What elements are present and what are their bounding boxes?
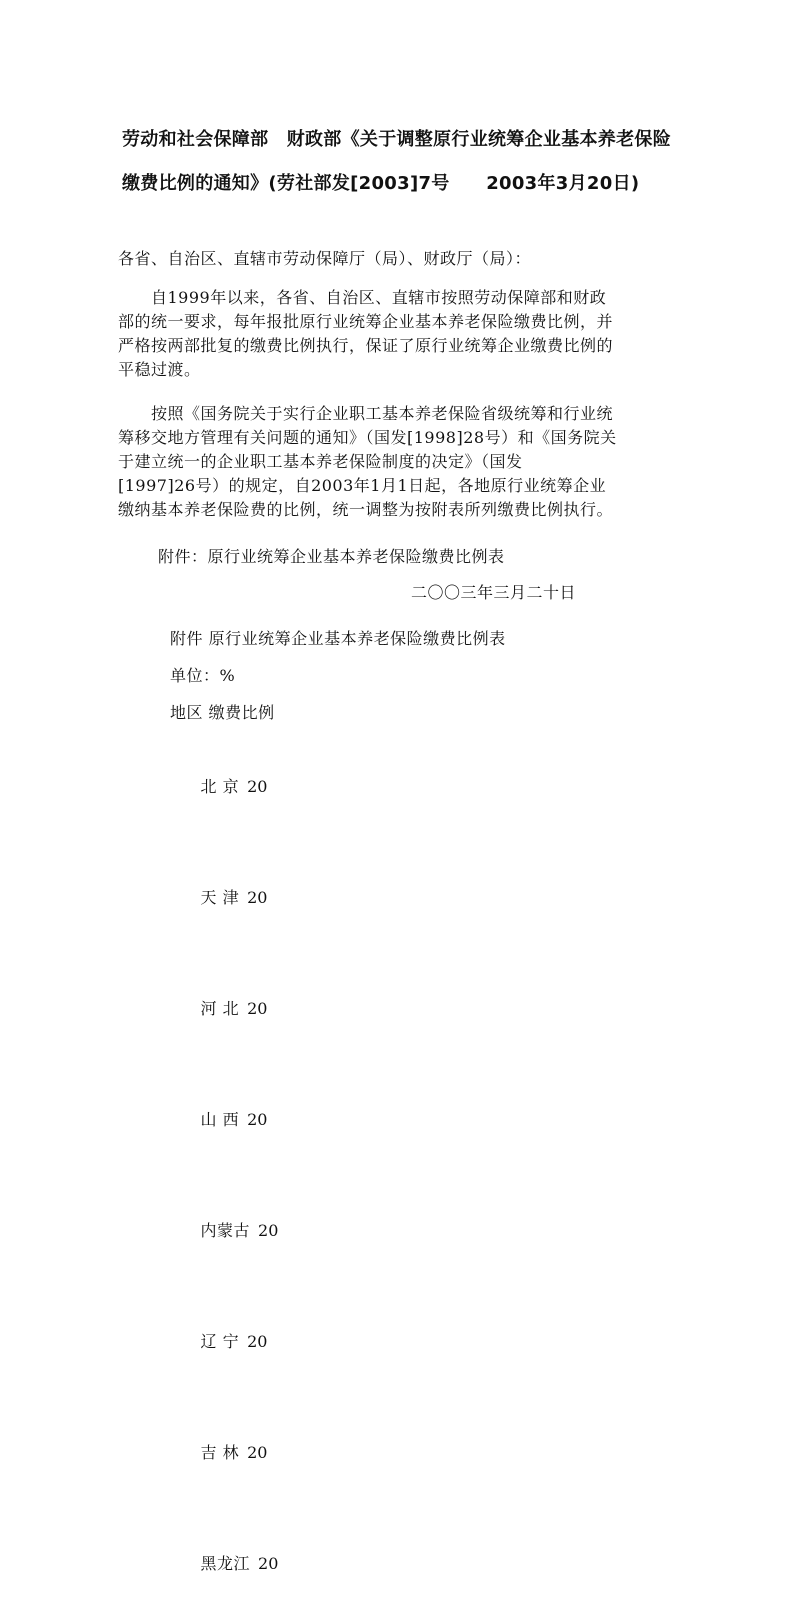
paragraph-1-line: 自1999年以来，各省、自治区、直辖市按照劳动保障部和财政 (118, 288, 607, 307)
table-row (170, 1175, 506, 1286)
region-name: 黑龙江 (200, 1554, 251, 1573)
region-name: 辽 宁 (200, 1332, 240, 1351)
paragraph-2 (118, 402, 678, 522)
table-row (170, 1397, 506, 1508)
table-row (170, 953, 506, 1064)
document-title-line-2: 缴费比例的通知》(劳社部发[2003]7号 2003年3月20日) (122, 173, 640, 194)
rate-value: 20 (247, 1110, 268, 1129)
paragraph-2-line: 按照《国务院关于实行企业职工基本养老保险省级统筹和行业统 (118, 404, 614, 423)
paragraph-1-line: 部的统一要求，每年报批原行业统筹企业基本养老保险缴费比例，并 (118, 312, 614, 331)
table-header: 地区 缴费比例 (170, 703, 275, 722)
contribution-rate-table (170, 620, 506, 1619)
paragraph-2-line: [1997]26号）的规定，自2003年1月1日起，各地原行业统筹企业 (118, 476, 607, 495)
region-name: 吉 林 (200, 1443, 240, 1462)
document-date: 二〇〇三年三月二十日 (411, 583, 577, 602)
paragraph-1-line: 严格按两部批复的缴费比例执行，保证了原行业统筹企业缴费比例的 (118, 336, 614, 355)
salutation: 各省、自治区、直辖市劳动保障厅（局）、财政厅（局）： (118, 249, 532, 268)
rate-value: 20 (247, 1332, 268, 1351)
table-row (170, 1064, 506, 1175)
table-row (170, 731, 506, 842)
paragraph-2-line: 于建立统一的企业职工基本养老保险制度的决定》（国发 (118, 452, 523, 471)
table-row (170, 842, 506, 953)
paragraph-2-line: 缴纳基本养老保险费的比例，统一调整为按附表所列缴费比例执行。 (118, 500, 614, 519)
rate-value: 20 (247, 1443, 268, 1462)
paragraph-1 (118, 286, 678, 382)
table-unit: 单位：% (170, 666, 236, 685)
table-row (170, 1508, 506, 1619)
rate-value: 20 (247, 888, 268, 907)
region-name: 北 京 (200, 777, 240, 796)
region-name: 天 津 (200, 888, 240, 907)
rate-value: 20 (258, 1554, 279, 1573)
paragraph-1-line: 平稳过渡。 (118, 360, 201, 379)
region-name: 内蒙古 (200, 1221, 251, 1240)
paragraph-2-line: 筹移交地方管理有关问题的通知》（国发[1998]28号）和《国务院关 (118, 428, 617, 447)
document-title-line-1: 劳动和社会保障部 财政部《关于调整原行业统筹企业基本养老保险 (122, 129, 671, 150)
table-row (170, 1286, 506, 1397)
rate-value: 20 (247, 777, 268, 796)
table-title: 附件 原行业统筹企业基本养老保险缴费比例表 (170, 629, 506, 648)
region-name: 河 北 (200, 999, 240, 1018)
rate-value: 20 (258, 1221, 279, 1240)
attachment-note: 附件：原行业统筹企业基本养老保险缴费比例表 (158, 547, 505, 566)
rate-value: 20 (247, 999, 268, 1018)
region-name: 山 西 (200, 1110, 240, 1129)
